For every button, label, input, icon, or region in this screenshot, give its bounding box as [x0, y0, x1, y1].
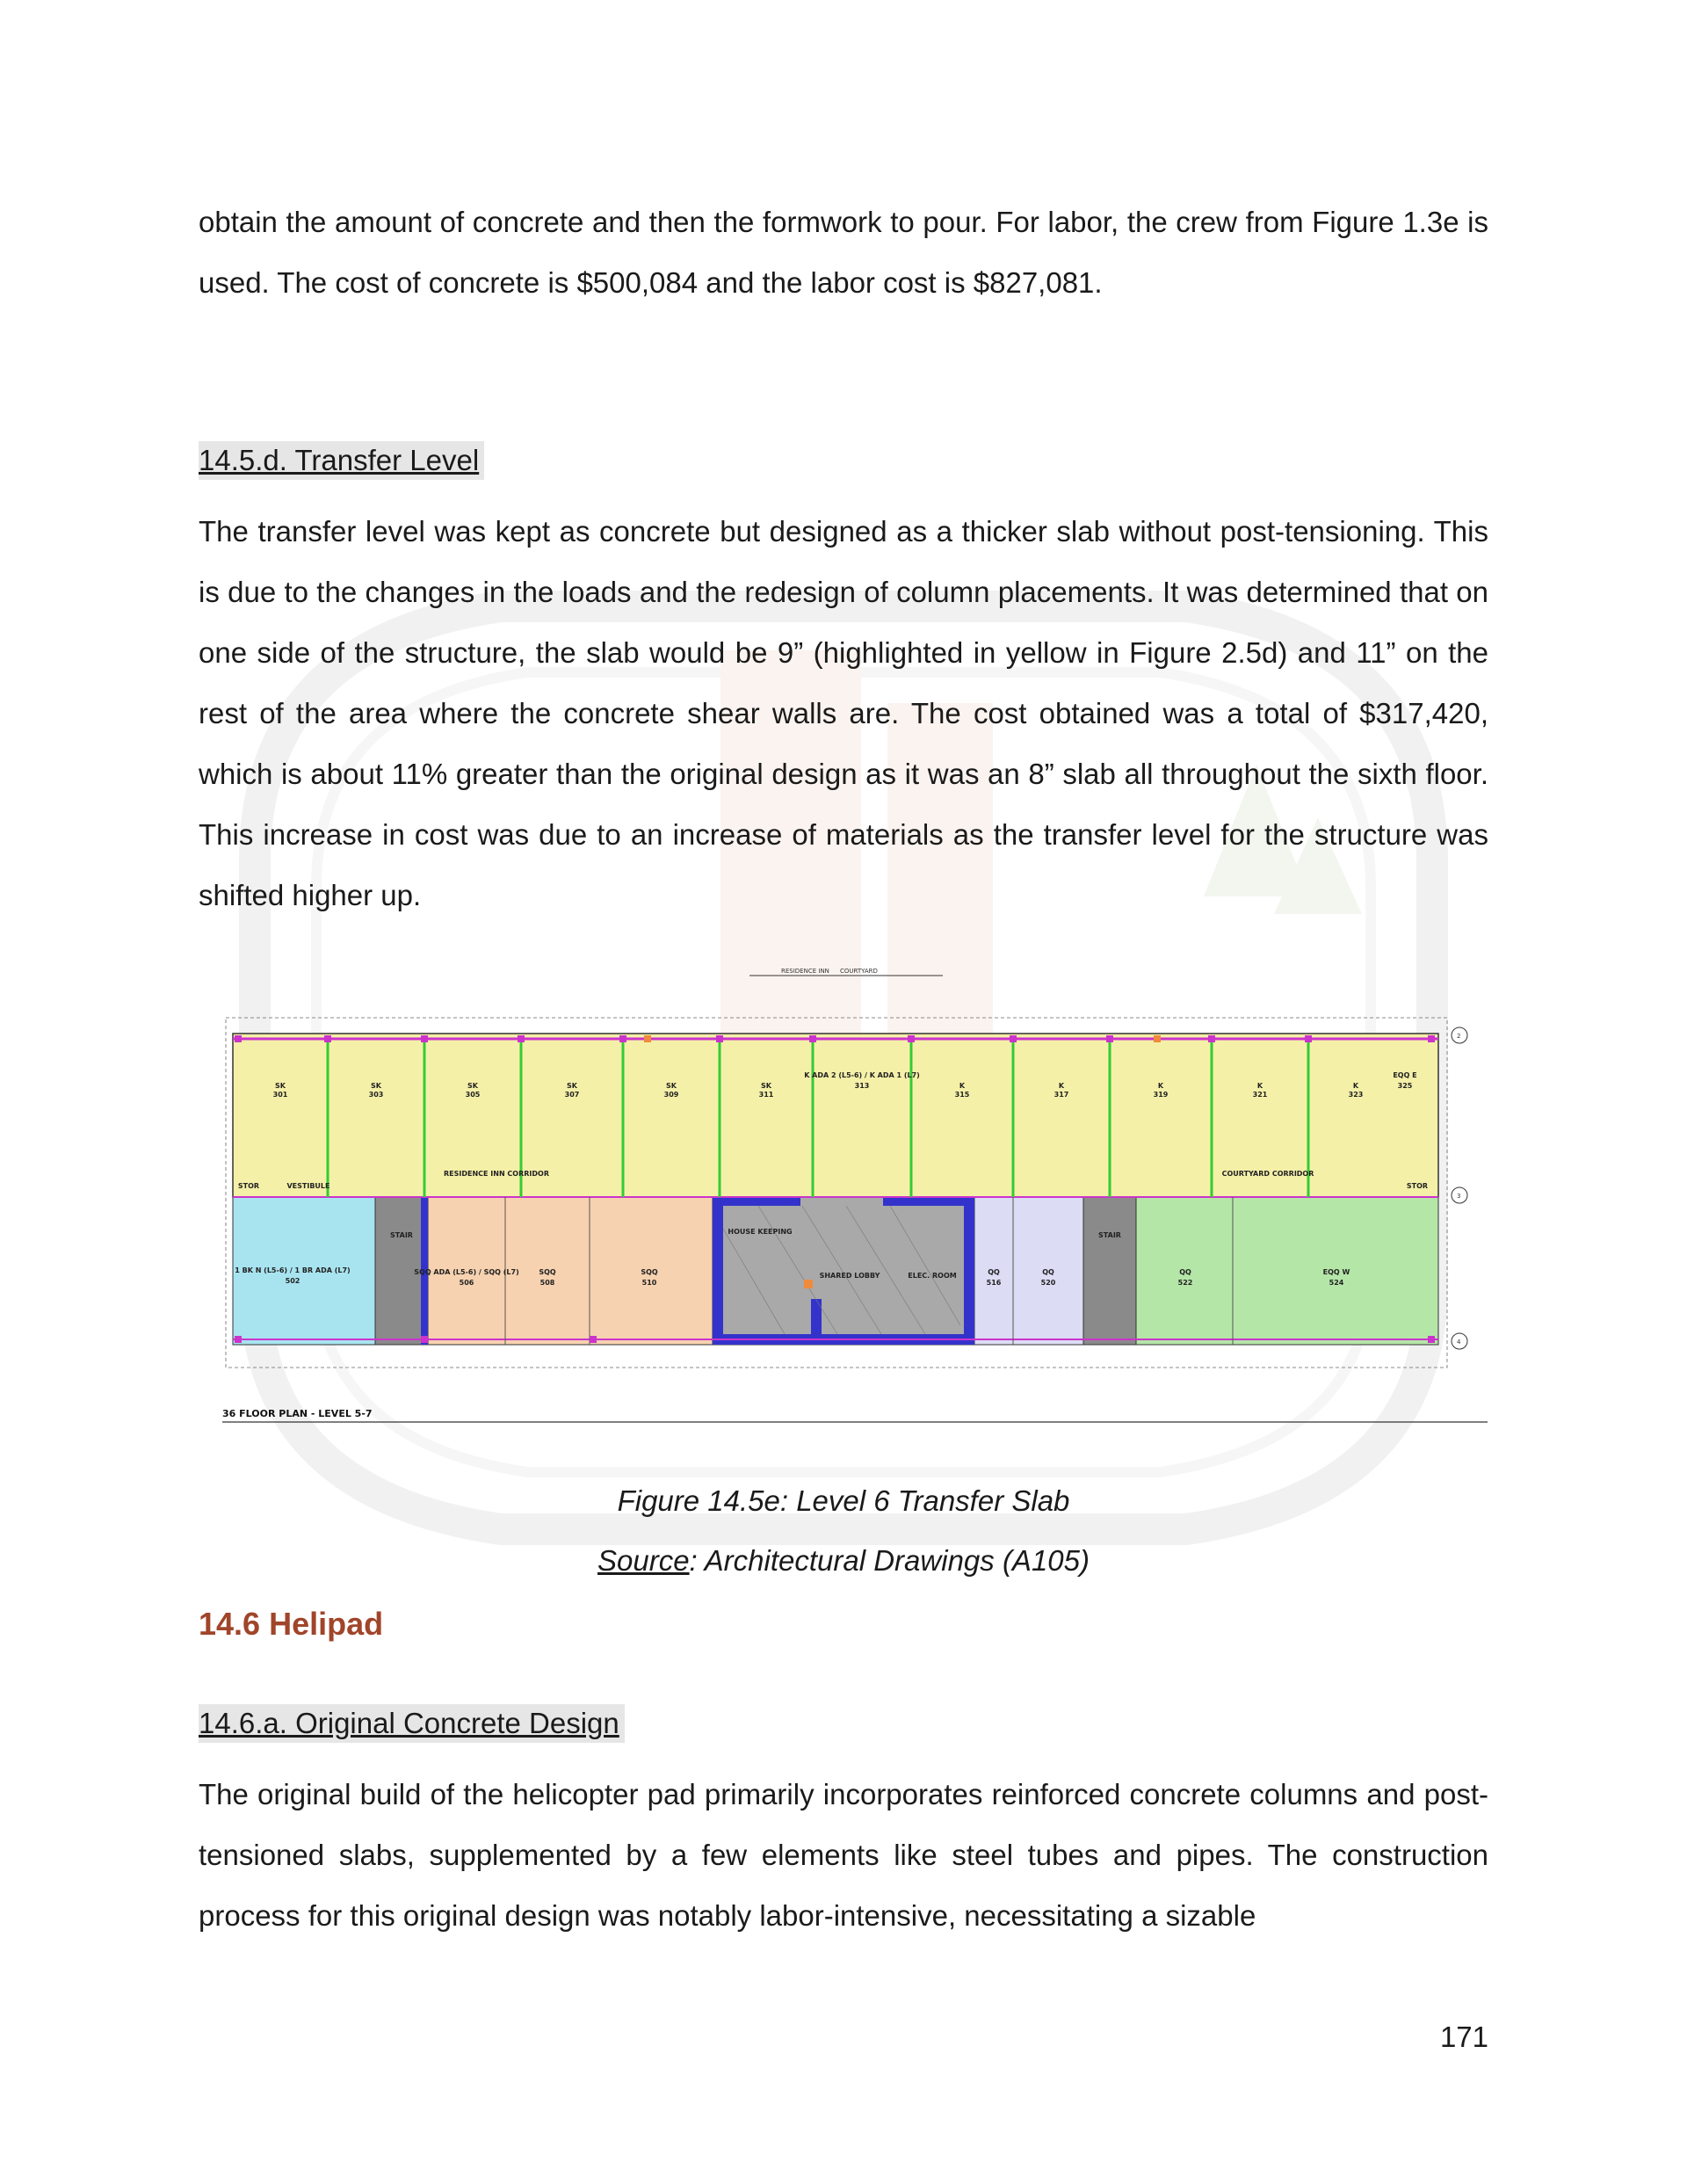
svg-text:SK: SK [275, 1082, 286, 1090]
source-label: Source [597, 1544, 690, 1577]
svg-text:SQQ: SQQ [641, 1268, 658, 1276]
svg-text:305: 305 [465, 1091, 481, 1099]
svg-text:317: 317 [1053, 1091, 1069, 1099]
label-courtyard-top: COURTYARD [840, 968, 878, 975]
svg-text:STOR: STOR [237, 1182, 260, 1190]
svg-text:516: 516 [986, 1279, 1002, 1287]
svg-text:ELEC. ROOM: ELEC. ROOM [908, 1272, 957, 1280]
svg-text:313: 313 [854, 1082, 870, 1090]
svg-text:EQQ E: EQQ E [1393, 1071, 1417, 1079]
svg-text:K: K [1352, 1082, 1359, 1090]
label-residence-inn-top: RESIDENCE INN [781, 968, 829, 975]
svg-text:520: 520 [1040, 1279, 1056, 1287]
svg-text:502: 502 [285, 1277, 300, 1285]
svg-text:HOUSE KEEPING: HOUSE KEEPING [728, 1228, 793, 1236]
paragraph-transfer-level: The transfer level was kept as concrete but designed as a thicker slab without post-tensioning. This is due to the changes in the loads and the redesign of column placements. It was determined that on one side of the structure, the slab would be 9” (highlighted in yellow in Figure 2.5d) and 11” on the rest of the area where the concrete shear walls are. The cost obtained was a total of $317,420, which is about 11% greater than the original design as it was an 8” slab all throughout the sixth floor. This increase in cost was due to an increase of materials as the transfer level for the structure was shifted higher up. [199, 515, 1488, 911]
svg-text:STAIR: STAIR [390, 1231, 413, 1239]
svg-text:508: 508 [539, 1279, 555, 1287]
figure-source [0, 1542, 1687, 1580]
heading-original-concrete-design: 14.6.a. Original Concrete Design [199, 1704, 625, 1743]
svg-text:315: 315 [954, 1091, 970, 1099]
svg-text:323: 323 [1348, 1091, 1364, 1099]
svg-text:RESIDENCE INN CORRIDOR: RESIDENCE INN CORRIDOR [443, 1170, 550, 1178]
svg-text:325: 325 [1397, 1082, 1413, 1090]
svg-text:K: K [1058, 1082, 1065, 1090]
svg-text:510: 510 [641, 1279, 657, 1287]
svg-text:COURTYARD CORRIDOR: COURTYARD CORRIDOR [1221, 1170, 1314, 1178]
svg-text:SK: SK [467, 1082, 478, 1090]
svg-text:EQQ W: EQQ W [1322, 1268, 1350, 1276]
svg-text:K: K [959, 1082, 966, 1090]
figure-caption: Figure 14.5e: Level 6 Transfer Slab [617, 1484, 1070, 1517]
svg-text:522: 522 [1177, 1279, 1193, 1287]
paragraph-helipad-original: The original build of the helicopter pad primarily incorporates reinforced concrete columns and post-tensioned slabs, supplemented by a few elements like steel tubes and pipes. The construction process for this original design was notably labor-intensive, necessitating a sizable [199, 1778, 1488, 1932]
source-text: : Architectural Drawings (A105) [689, 1544, 1090, 1577]
svg-text:319: 319 [1153, 1091, 1169, 1099]
svg-text:2: 2 [1457, 1033, 1461, 1040]
svg-text:K: K [1256, 1082, 1263, 1090]
svg-text:303: 303 [368, 1091, 384, 1099]
paragraph-concrete-cost: obtain the amount of concrete and then the formwork to pour. For labor, the crew from Figure 1.3e is used. The cost of concrete is $500,084 and the labor cost is $827,081. [199, 206, 1488, 299]
svg-text:506: 506 [459, 1279, 474, 1287]
svg-text:311: 311 [758, 1091, 774, 1099]
svg-text:307: 307 [564, 1091, 580, 1099]
svg-text:SK: SK [371, 1082, 381, 1090]
svg-text:STAIR: STAIR [1098, 1231, 1121, 1239]
svg-text:QQ: QQ [1042, 1268, 1054, 1276]
svg-text:309: 309 [663, 1091, 679, 1099]
svg-text:VESTIBULE: VESTIBULE [286, 1182, 330, 1190]
svg-text:524: 524 [1329, 1279, 1344, 1287]
svg-text:QQ: QQ [1179, 1268, 1191, 1276]
heading-transfer-level: 14.5.d. Transfer Level [199, 441, 484, 480]
svg-text:1 BK N (L5-6) / 1 BR ADA (L7): 1 BK N (L5-6) / 1 BR ADA (L7) [235, 1266, 351, 1274]
svg-text:STOR: STOR [1406, 1182, 1429, 1190]
svg-text:K ADA 2 (L5-6) / K ADA 1 (L7): K ADA 2 (L5-6) / K ADA 1 (L7) [804, 1071, 920, 1079]
floor-plan-figure [222, 965, 1498, 1433]
svg-text:301: 301 [272, 1091, 288, 1099]
svg-text:SK: SK [666, 1082, 677, 1090]
svg-text:SQQ: SQQ [539, 1268, 556, 1276]
svg-text:SQQ ADA (L5-6) / SQQ (L7): SQQ ADA (L5-6) / SQQ (L7) [414, 1268, 519, 1276]
heading-helipad: 14.6 Helipad [199, 1606, 384, 1642]
svg-text:3: 3 [1457, 1193, 1461, 1200]
page-number: 171 [1439, 2021, 1488, 2053]
core-zone [713, 1197, 974, 1345]
svg-text:SK: SK [567, 1082, 577, 1090]
svg-text:QQ: QQ [988, 1268, 1000, 1276]
svg-text:SK: SK [761, 1082, 771, 1090]
svg-text:321: 321 [1252, 1091, 1268, 1099]
svg-text:4: 4 [1457, 1339, 1461, 1346]
svg-text:K: K [1157, 1082, 1164, 1090]
floor-plan-title: 36 FLOOR PLAN - LEVEL 5-7 [222, 1408, 373, 1419]
svg-text:SHARED LOBBY: SHARED LOBBY [819, 1272, 880, 1280]
stair-right-zone [1083, 1197, 1136, 1345]
